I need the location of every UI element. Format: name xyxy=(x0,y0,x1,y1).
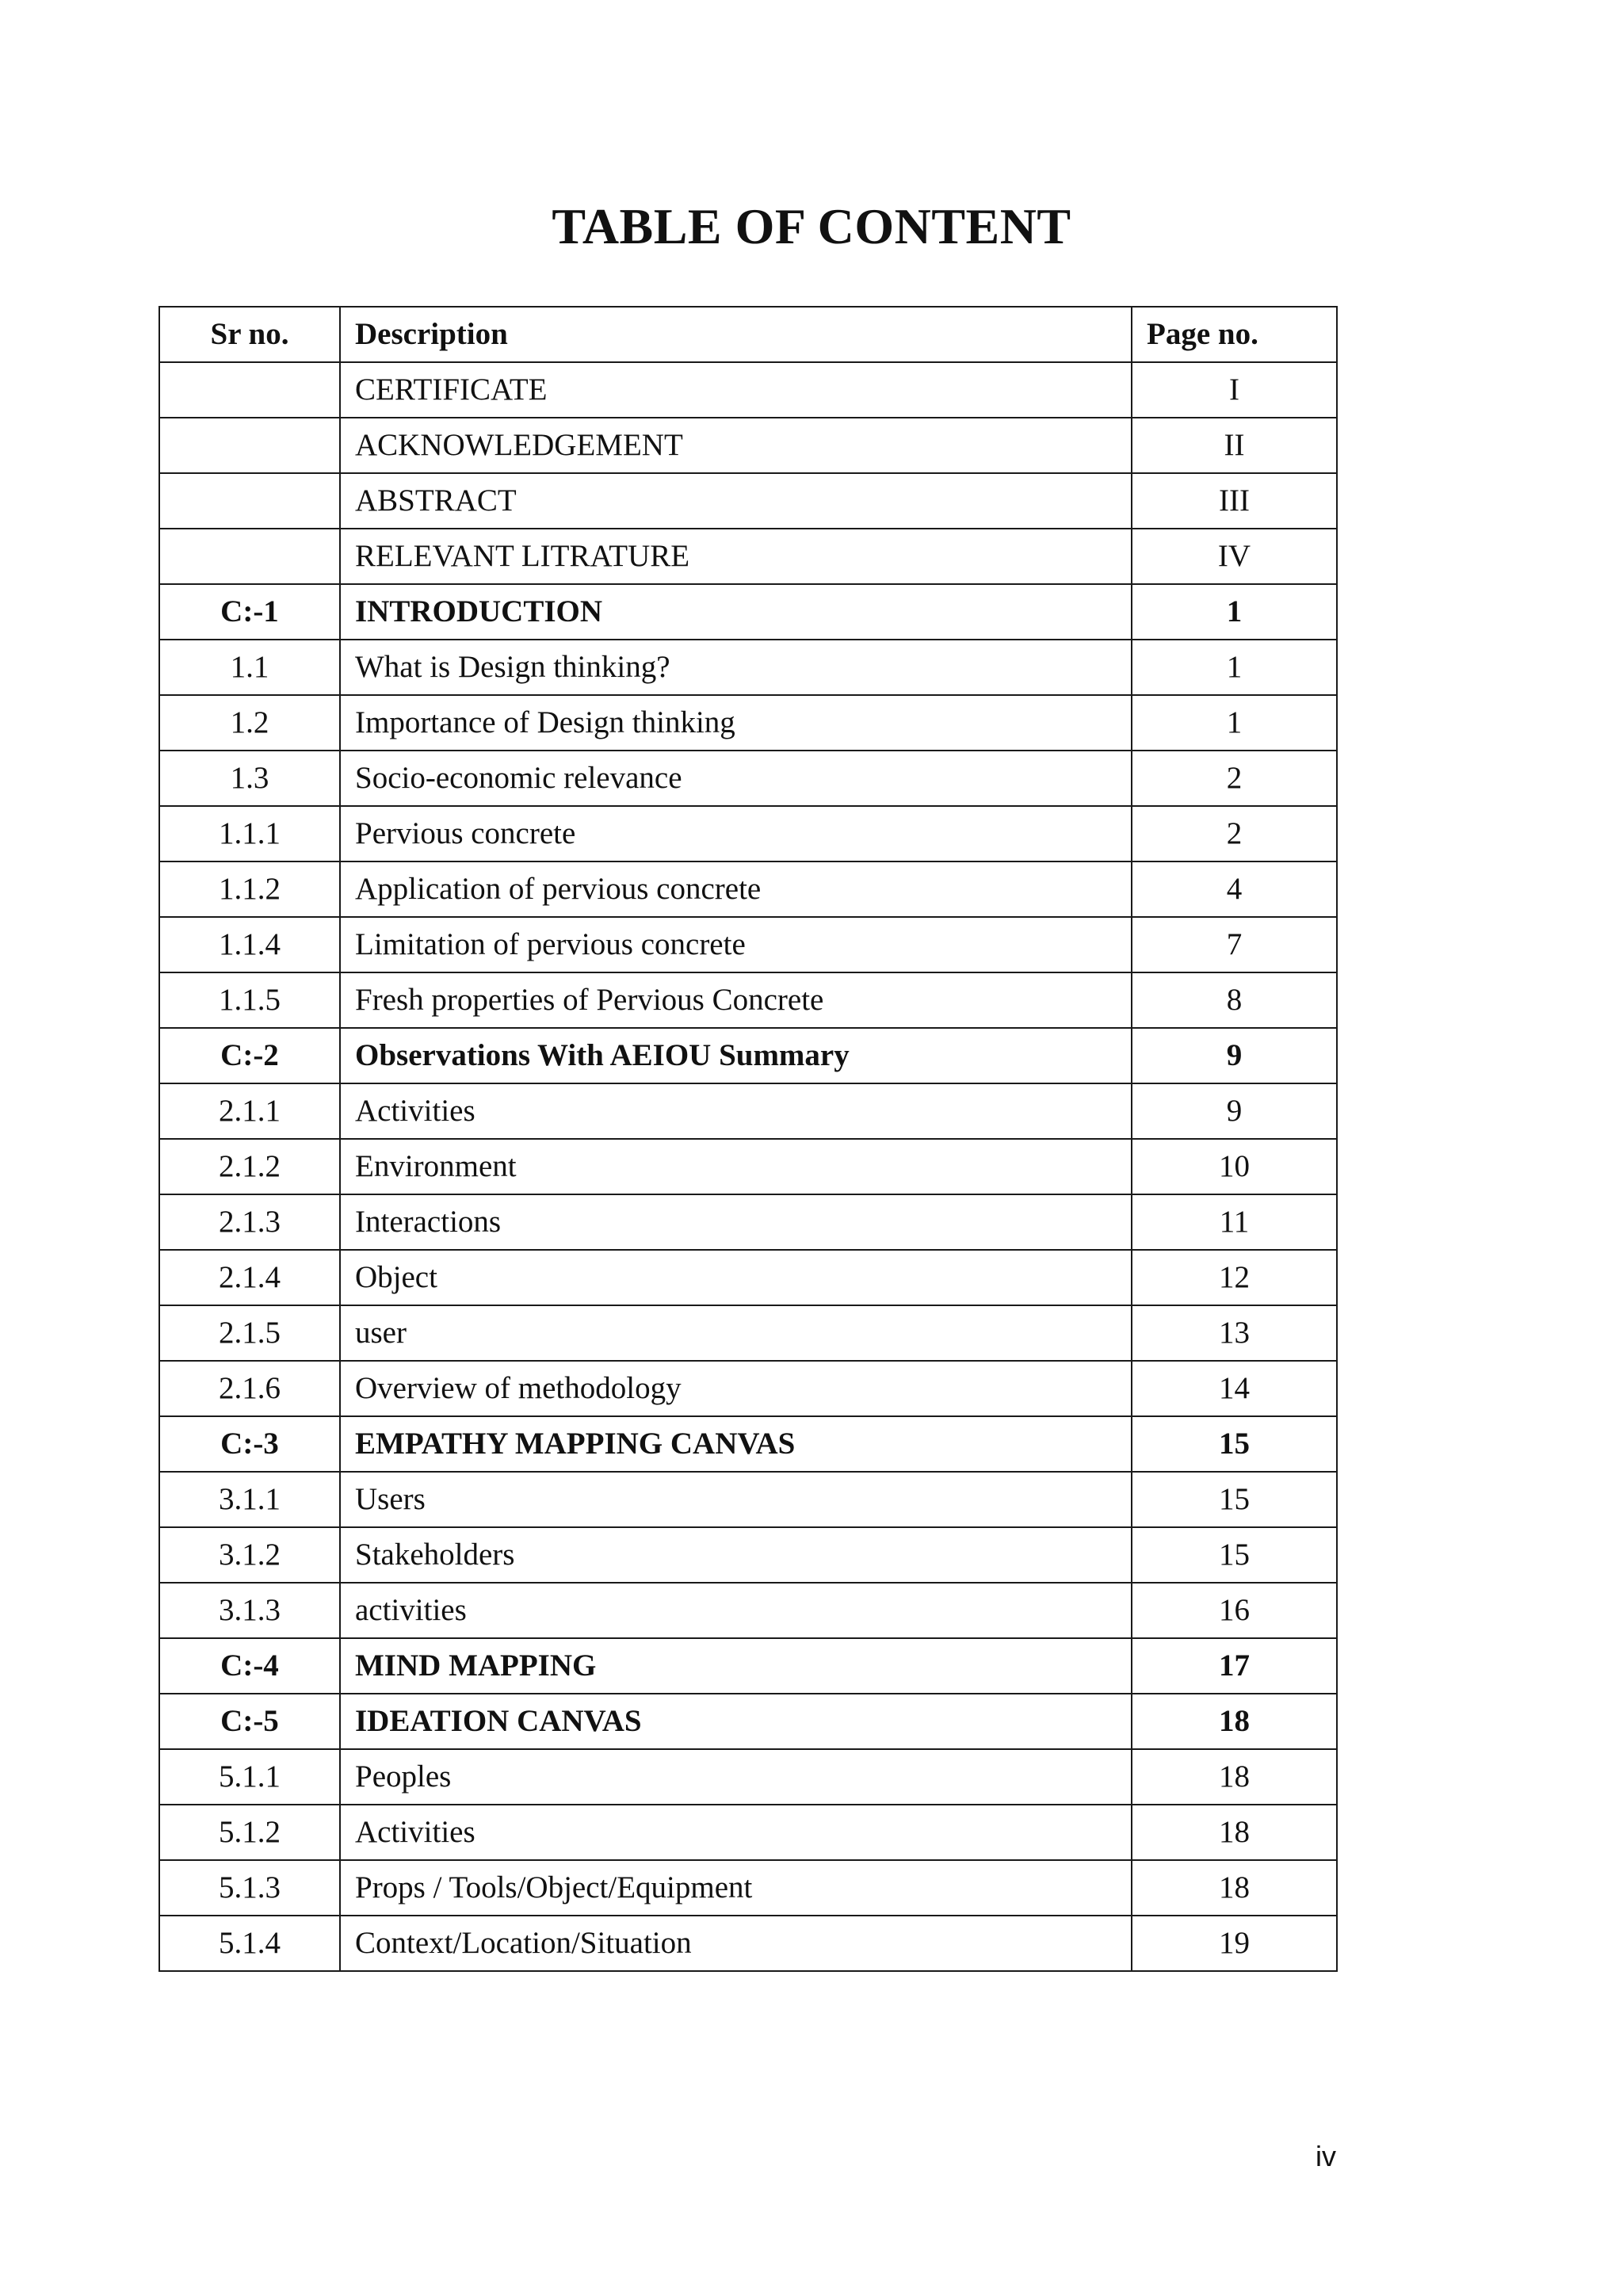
toc-row xyxy=(159,1083,1337,1139)
toc-sr-no: 5.1.2 xyxy=(159,1805,340,1860)
toc-page-no: II xyxy=(1132,418,1337,473)
toc-row xyxy=(159,640,1337,695)
toc-description: Activities xyxy=(340,1083,1132,1139)
toc-chapter-row xyxy=(159,1028,1337,1083)
toc-sr-no: 1.3 xyxy=(159,751,340,806)
toc-row xyxy=(159,1805,1337,1860)
toc-row xyxy=(159,917,1337,972)
header-description: Description xyxy=(340,307,1132,362)
toc-row xyxy=(159,1250,1337,1305)
toc-row xyxy=(159,695,1337,751)
toc-description: Interactions xyxy=(340,1194,1132,1250)
toc-sr-no: 3.1.1 xyxy=(159,1472,340,1527)
page-number: iv xyxy=(1316,2140,1336,2172)
toc-page-no: 1 xyxy=(1132,695,1337,751)
toc-page-no: 18 xyxy=(1132,1749,1337,1805)
toc-page-no: 4 xyxy=(1132,861,1337,917)
toc-sr-no: C:-3 xyxy=(159,1416,340,1472)
toc-sr-no: 1.1.5 xyxy=(159,972,340,1028)
toc-sr-no: C:-1 xyxy=(159,584,340,640)
toc-row xyxy=(159,1194,1337,1250)
toc-page-no: 1 xyxy=(1132,584,1337,640)
toc-chapter-row xyxy=(159,1694,1337,1749)
toc-page-no: 1 xyxy=(1132,640,1337,695)
toc-sr-no xyxy=(159,418,340,473)
toc-page-no: 15 xyxy=(1132,1416,1337,1472)
toc-page-no: 9 xyxy=(1132,1083,1337,1139)
toc-description: Context/Location/Situation xyxy=(340,1916,1132,1971)
toc-page-no: 2 xyxy=(1132,806,1337,861)
toc-sr-no: C:-2 xyxy=(159,1028,340,1083)
toc-sr-no: 5.1.3 xyxy=(159,1860,340,1916)
toc-page-no: III xyxy=(1132,473,1337,529)
toc-row xyxy=(159,806,1337,861)
toc-row xyxy=(159,529,1337,584)
toc-sr-no xyxy=(159,473,340,529)
toc-sr-no: 2.1.4 xyxy=(159,1250,340,1305)
toc-description: Limitation of pervious concrete xyxy=(340,917,1132,972)
toc-description: Application of pervious concrete xyxy=(340,861,1132,917)
toc-body xyxy=(159,362,1337,1971)
toc-sr-no: 2.1.6 xyxy=(159,1361,340,1416)
toc-row xyxy=(159,473,1337,529)
toc-sr-no: 2.1.1 xyxy=(159,1083,340,1139)
toc-description: ABSTRACT xyxy=(340,473,1132,529)
toc-page-no: 9 xyxy=(1132,1028,1337,1083)
toc-description: Users xyxy=(340,1472,1132,1527)
toc-page-no: 18 xyxy=(1132,1860,1337,1916)
toc-sr-no: 1.1.2 xyxy=(159,861,340,917)
toc-chapter-row xyxy=(159,1638,1337,1694)
toc-page-no: 15 xyxy=(1132,1472,1337,1527)
toc-sr-no: 3.1.2 xyxy=(159,1527,340,1583)
toc-row xyxy=(159,1361,1337,1416)
toc-row xyxy=(159,1860,1337,1916)
toc-description: CERTIFICATE xyxy=(340,362,1132,418)
toc-description: user xyxy=(340,1305,1132,1361)
toc-description: Importance of Design thinking xyxy=(340,695,1132,751)
toc-description: IDEATION CANVAS xyxy=(340,1694,1132,1749)
toc-sr-no xyxy=(159,529,340,584)
toc-row xyxy=(159,1472,1337,1527)
toc-description: What is Design thinking? xyxy=(340,640,1132,695)
toc-page-no: 8 xyxy=(1132,972,1337,1028)
toc-sr-no: 2.1.2 xyxy=(159,1139,340,1194)
toc-row xyxy=(159,1305,1337,1361)
toc-page-no: 2 xyxy=(1132,751,1337,806)
toc-sr-no: 5.1.1 xyxy=(159,1749,340,1805)
toc-row xyxy=(159,1583,1337,1638)
toc-page-no: I xyxy=(1132,362,1337,418)
toc-description: Socio-economic relevance xyxy=(340,751,1132,806)
toc-sr-no: 5.1.4 xyxy=(159,1916,340,1971)
header-page-no: Page no. xyxy=(1132,307,1337,362)
toc-row xyxy=(159,751,1337,806)
toc-row xyxy=(159,972,1337,1028)
toc-sr-no: 1.2 xyxy=(159,695,340,751)
toc-page-no: 18 xyxy=(1132,1805,1337,1860)
toc-page-no: 14 xyxy=(1132,1361,1337,1416)
toc-page-no: 7 xyxy=(1132,917,1337,972)
toc-table xyxy=(158,306,1338,1972)
toc-description: Activities xyxy=(340,1805,1132,1860)
toc-page-no: 11 xyxy=(1132,1194,1337,1250)
toc-sr-no: 2.1.5 xyxy=(159,1305,340,1361)
toc-sr-no: C:-4 xyxy=(159,1638,340,1694)
header-sr-no: Sr no. xyxy=(159,307,340,362)
toc-sr-no: 1.1.1 xyxy=(159,806,340,861)
toc-row xyxy=(159,1527,1337,1583)
toc-description: Object xyxy=(340,1250,1132,1305)
toc-sr-no: 1.1.4 xyxy=(159,917,340,972)
toc-page-no: 17 xyxy=(1132,1638,1337,1694)
toc-description: INTRODUCTION xyxy=(340,584,1132,640)
toc-row xyxy=(159,418,1337,473)
toc-page-no: IV xyxy=(1132,529,1337,584)
toc-sr-no: 3.1.3 xyxy=(159,1583,340,1638)
toc-description: activities xyxy=(340,1583,1132,1638)
toc-description: EMPATHY MAPPING CANVAS xyxy=(340,1416,1132,1472)
toc-description: Props / Tools/Object/Equipment xyxy=(340,1860,1132,1916)
page-title: TABLE OF CONTENT xyxy=(552,198,1071,254)
toc-description: RELEVANT LITRATURE xyxy=(340,529,1132,584)
toc-sr-no: 1.1 xyxy=(159,640,340,695)
toc-description: Observations With AEIOU Summary xyxy=(340,1028,1132,1083)
toc-page-no: 16 xyxy=(1132,1583,1337,1638)
toc-page-no: 15 xyxy=(1132,1527,1337,1583)
toc-description: ACKNOWLEDGEMENT xyxy=(340,418,1132,473)
toc-header-row xyxy=(159,307,1337,362)
toc-sr-no: 2.1.3 xyxy=(159,1194,340,1250)
toc-chapter-row xyxy=(159,584,1337,640)
toc-description: Peoples xyxy=(340,1749,1132,1805)
toc-row xyxy=(159,1139,1337,1194)
toc-description: MIND MAPPING xyxy=(340,1638,1132,1694)
toc-page-no: 12 xyxy=(1132,1250,1337,1305)
toc-page-no: 18 xyxy=(1132,1694,1337,1749)
toc-sr-no: C:-5 xyxy=(159,1694,340,1749)
toc-description: Environment xyxy=(340,1139,1132,1194)
toc-page-no: 10 xyxy=(1132,1139,1337,1194)
toc-description: Overview of methodology xyxy=(340,1361,1132,1416)
toc-row xyxy=(159,861,1337,917)
toc-chapter-row xyxy=(159,1416,1337,1472)
toc-page-no: 19 xyxy=(1132,1916,1337,1971)
toc-description: Stakeholders xyxy=(340,1527,1132,1583)
toc-page-no: 13 xyxy=(1132,1305,1337,1361)
toc-description: Fresh properties of Pervious Concrete xyxy=(340,972,1132,1028)
toc-row xyxy=(159,362,1337,418)
toc-row xyxy=(159,1749,1337,1805)
toc-row xyxy=(159,1916,1337,1971)
toc-sr-no xyxy=(159,362,340,418)
toc-description: Pervious concrete xyxy=(340,806,1132,861)
